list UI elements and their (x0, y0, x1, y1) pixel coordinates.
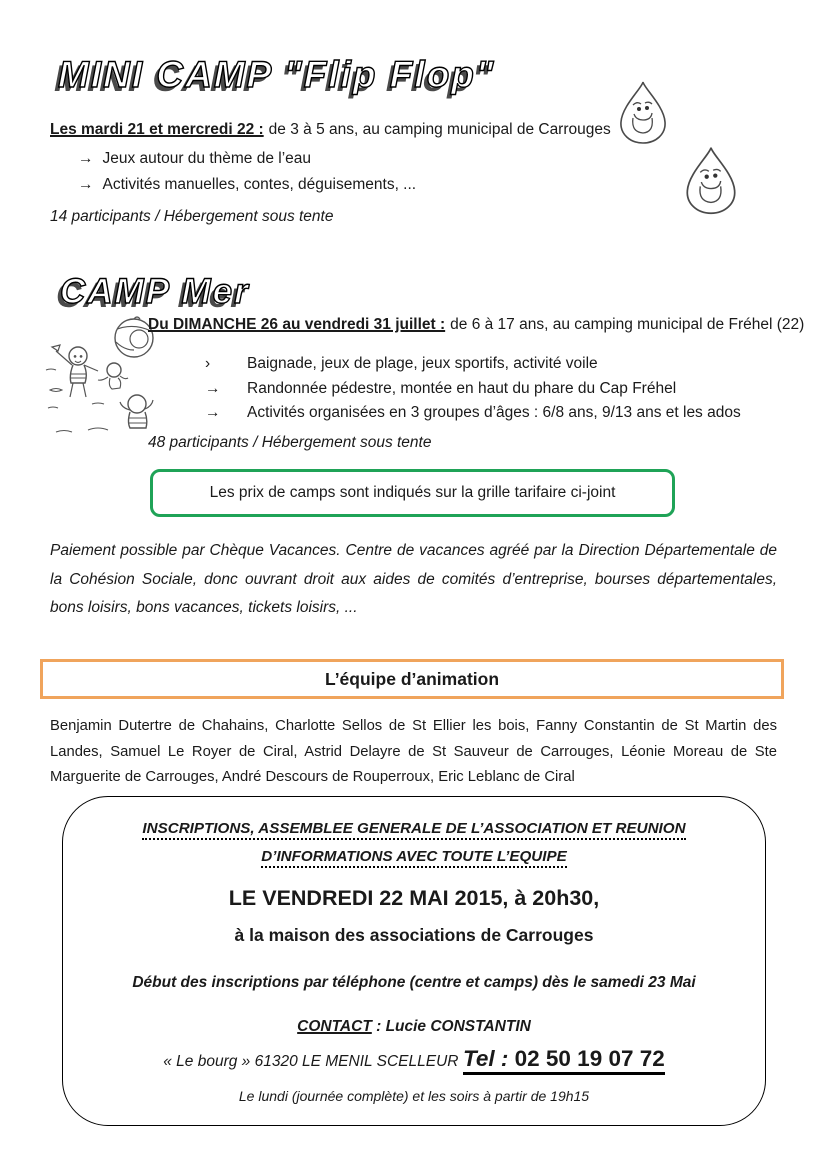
bullet-text: Activités manuelles, contes, déguisements, ... (102, 176, 417, 193)
camp-mer-participants: 48 participants / Hébergement sous tente (148, 434, 432, 451)
team-title-box (40, 659, 784, 699)
list-item (78, 146, 416, 172)
bullet-text: Activités organisées en 3 groupes d’âges : 6/8 ans, 9/13 ans et les ados (247, 404, 741, 421)
announcement-address-tel (63, 1046, 765, 1072)
tel-prefix: Tel : (462, 1046, 509, 1071)
arrow-bullet-icon: → (78, 150, 94, 167)
mini-camp-bullet-list (78, 146, 416, 198)
camp-mer-title: CAMP Mer (60, 272, 250, 311)
mini-camp-participants: 14 participants / Hébergement sous tente (50, 208, 334, 225)
payment-paragraph: Paiement possible par Chèque Vacances. Centre de vacances agréé par la Direction Départementale de la Cohésion Sociale, donc ouvrant droit aux aides de comités d’entreprise, bourses départementales, bons loisirs, bons vacances, tickets loisirs, ... (50, 542, 777, 616)
camp-mer-dates-label: Du DIMANCHE 26 au vendredi 31 juillet : (148, 316, 446, 333)
mini-camp-title: MINI CAMP "Flip Flop" (58, 54, 496, 95)
arrow-bullet-icon: → (205, 379, 221, 397)
bullet-text: Baignade, jeux de plage, jeux sportifs, activité voile (247, 355, 598, 372)
list-item (205, 401, 741, 426)
announcement-date: LE VENDREDI 22 MAI 2015, à 20h30, (228, 886, 600, 910)
team-members: Benjamin Dutertre de Chahains, Charlotte Sellos de St Ellier les bois, Fanny Constantin de St Martin des Landes, Samuel Le Royer de Ciral, Astrid Delayre de St Sauveur de Carrouges, Léonie Moreau de Ste Marguerite de Carrouges, André Descours de Rouperroux, Eric Leblanc de Ciral (50, 718, 777, 785)
list-item (205, 352, 741, 377)
list-item (205, 377, 741, 402)
team-title: L’équipe d’animation (324, 668, 500, 689)
water-drop-icon (682, 143, 740, 219)
address-text: « Le bourg » 61320 LE MENIL SCELLEUR (163, 1053, 459, 1070)
announcement-place: à la maison des associations de Carrouges (234, 925, 594, 945)
announcement-heading-line2 (63, 848, 765, 866)
announcement-box (62, 796, 766, 1126)
mini-camp-dates (50, 121, 611, 139)
heading-text: D’INFORMATIONS AVEC TOUTE L’EQUIPE (261, 848, 566, 868)
price-note-box (150, 469, 675, 517)
mini-camp-dates-label: Les mardi 21 et mercredi 22 : (50, 121, 264, 138)
arrow-bullet-icon: → (205, 404, 221, 421)
tel-number: 02 50 19 07 72 (508, 1046, 665, 1071)
heading-text: INSCRIPTIONS, ASSEMBLEE GENERALE DE L’ASSOCIATION ET REUNION (142, 820, 685, 840)
arrow-bullet-icon: → (78, 176, 94, 193)
mini-camp-dates-rest: de 3 à 5 ans, au camping municipal de Carrouges (268, 121, 611, 138)
contact-label: CONTACT (297, 1018, 372, 1035)
bullet-text: Jeux autour du thème de l’eau (102, 150, 312, 167)
announcement-availability: Le lundi (journée complète) et les soirs à partir de 19h15 (238, 1088, 590, 1104)
phone-number (463, 1046, 665, 1075)
announcement-inscriptions: Début des inscriptions par téléphone (centre et camps) dès le samedi 23 Mai (132, 974, 696, 991)
list-item (78, 172, 416, 198)
announcement-heading-line1 (63, 820, 765, 838)
beach-clipart (42, 312, 164, 440)
bullet-text: Randonnée pédestre, montée en haut du phare du Cap Fréhel (247, 379, 677, 397)
camp-mer-dates (148, 316, 804, 334)
contact-name: : Lucie CONSTANTIN (371, 1018, 531, 1035)
water-drop-icon (616, 80, 670, 146)
camp-mer-bullet-list (205, 352, 741, 426)
camp-mer-dates-rest: de 6 à 17 ans, au camping municipal de Fréhel (22) (450, 316, 805, 333)
announcement-contact (63, 1018, 765, 1036)
arrow-bullet-icon: › (205, 355, 211, 372)
price-note-text: Les prix de camps sont indiqués sur la grille tarifaire ci-joint (209, 484, 616, 501)
